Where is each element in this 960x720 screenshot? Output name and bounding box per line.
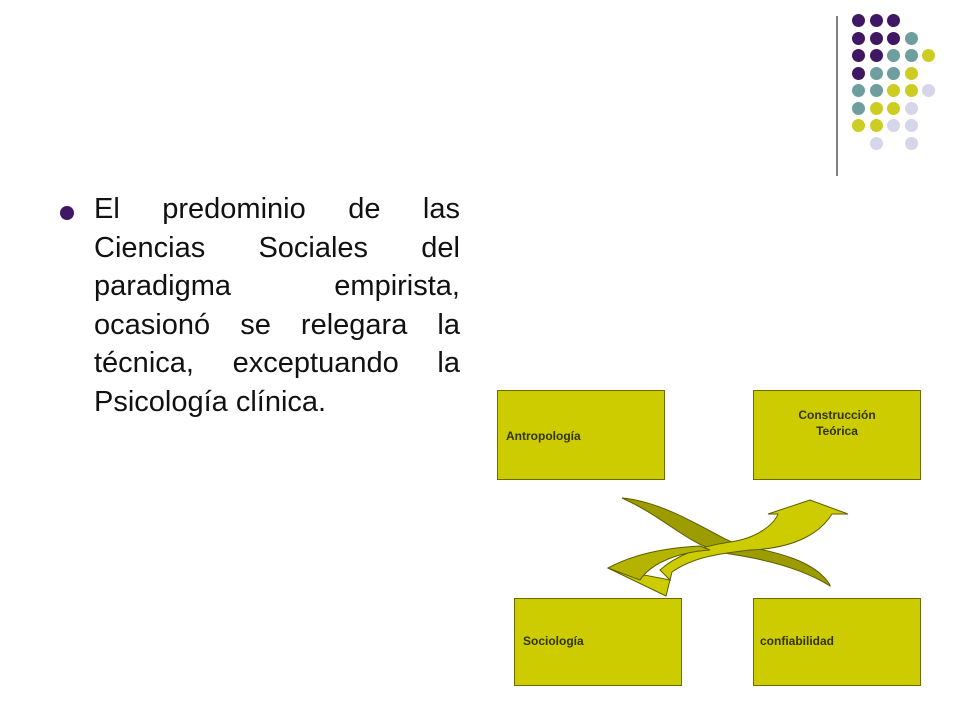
decorative-dot — [887, 14, 900, 27]
bullet-marker — [60, 206, 74, 220]
decorative-dot — [852, 14, 865, 27]
box-label-antropologia: Antropología — [506, 429, 581, 443]
decorative-dot — [852, 102, 865, 115]
diagram-box-sociologia — [514, 598, 682, 686]
decorative-dot — [870, 84, 883, 97]
curved-arrow-up-right — [608, 500, 848, 596]
diagram-box-antropologia — [497, 390, 665, 480]
decorative-dot — [852, 49, 865, 62]
decorative-dot — [852, 84, 865, 97]
decorative-dot — [887, 119, 900, 132]
decorative-dot — [870, 49, 883, 62]
divider-line — [836, 16, 838, 176]
decorative-dot — [870, 137, 883, 150]
decorative-dot — [905, 49, 918, 62]
decorative-dot — [905, 137, 918, 150]
decorative-dot — [852, 67, 865, 80]
crossing-arrows — [600, 490, 860, 600]
decorative-dot — [870, 67, 883, 80]
bullet-list — [60, 190, 460, 421]
bullet-item-text: El predominio de las Ciencias Sociales del paradigma empirista, ocasionó se relegara la técnica, exceptuando la Psicología clínica. — [94, 193, 460, 418]
decorative-dot — [887, 67, 900, 80]
decorative-dot — [852, 119, 865, 132]
decorative-dot — [870, 102, 883, 115]
box-label-confiabilidad: confiabilidad — [760, 634, 835, 648]
box-label-sociologia: Sociología — [523, 634, 584, 648]
decorative-dot — [870, 14, 883, 27]
decorative-dot — [870, 32, 883, 45]
decorative-dot — [905, 32, 918, 45]
decorative-dot — [887, 49, 900, 62]
decorative-dot — [905, 67, 918, 80]
decorative-dot — [922, 49, 935, 62]
decorative-dot — [905, 102, 918, 115]
decorative-dot — [905, 84, 918, 97]
decorative-dot-grid — [852, 14, 942, 154]
diagram-box-confiabilidad — [753, 598, 921, 686]
decorative-dot — [887, 102, 900, 115]
decorative-dot — [887, 32, 900, 45]
box-label-construccion-teorica: Construcción Teórica — [798, 408, 876, 438]
decorative-dot — [887, 84, 900, 97]
decorative-dot — [922, 84, 935, 97]
diagram-box-construccion-teorica — [753, 390, 921, 480]
decorative-dot — [852, 32, 865, 45]
decorative-dot — [870, 119, 883, 132]
decorative-dot — [905, 119, 918, 132]
